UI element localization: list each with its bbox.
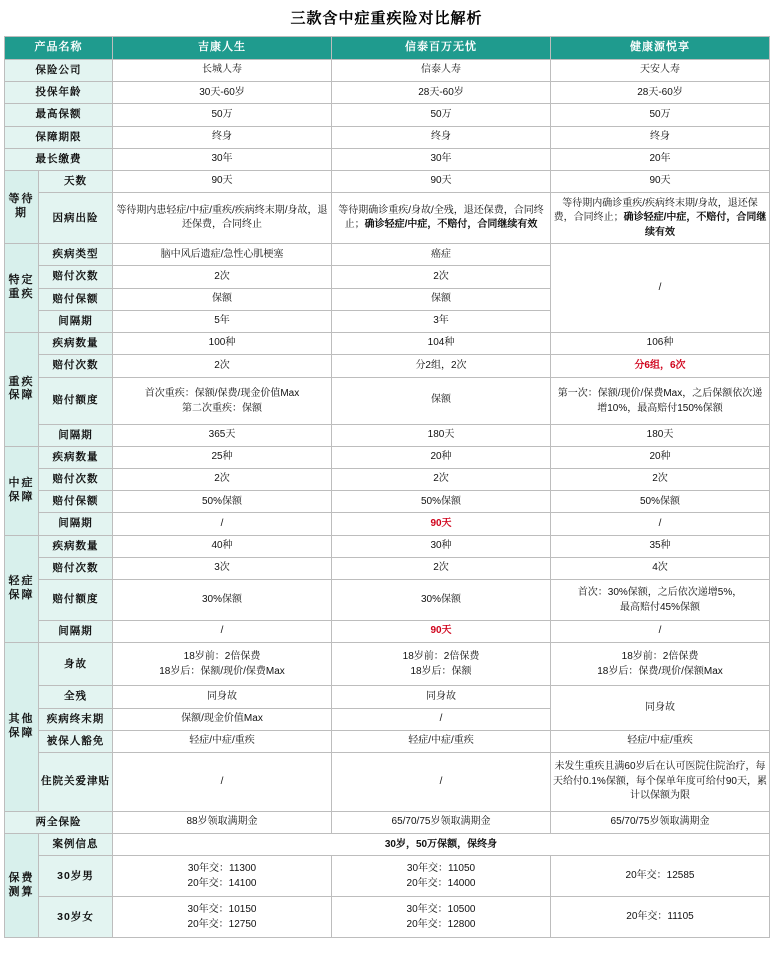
cell-p1: 终身 bbox=[113, 126, 332, 148]
cell-p1: / bbox=[113, 621, 332, 643]
cell-p3: 20种 bbox=[551, 446, 770, 468]
group-label-premium-estimate bbox=[5, 834, 39, 938]
table-row bbox=[5, 897, 770, 938]
row-label: 两全保险 bbox=[5, 811, 113, 833]
cell-p3: 20年交：11105 bbox=[551, 897, 770, 938]
comparison-table bbox=[4, 36, 770, 938]
cell-p3: 180天 bbox=[551, 424, 770, 446]
cell-p2: 2次 bbox=[332, 266, 551, 288]
cell-p1: 90天 bbox=[113, 171, 332, 193]
group-label-text: 重疾保障 bbox=[8, 375, 35, 402]
table-row bbox=[5, 171, 770, 193]
header-product-3: 健康源悦享 bbox=[551, 37, 770, 60]
cell-p2: 65/70/75岁领取满期金 bbox=[332, 811, 551, 833]
cell-p2: 等待期确诊重疾/身故/全残，退还保费，合同终止；确诊轻症/中症，不赔付，合同继续有效 bbox=[332, 193, 551, 244]
table-row bbox=[5, 126, 770, 148]
table-row bbox=[5, 377, 770, 424]
row-label: 赔付额度 bbox=[39, 377, 113, 424]
table-row bbox=[5, 686, 770, 708]
cell-p1: 等待期内患轻症/中症/重疾/疾病终末期/身故，退还保费，合同终止 bbox=[113, 193, 332, 244]
cell-p2: 同身故 bbox=[332, 686, 551, 708]
cell-p2: 28天-60岁 bbox=[332, 82, 551, 104]
table-row bbox=[5, 834, 770, 856]
cell-p3: 20年交：12585 bbox=[551, 856, 770, 897]
group-label-waiting-period: 等待期 bbox=[5, 171, 39, 244]
table-row bbox=[5, 469, 770, 491]
cell-p2: 3年 bbox=[332, 310, 551, 332]
cell-p3: / bbox=[551, 244, 770, 333]
row-label: 赔付次数 bbox=[39, 557, 113, 579]
cell-p1: 2次 bbox=[113, 469, 332, 491]
table-row bbox=[5, 104, 770, 126]
cell-p2: 50万 bbox=[332, 104, 551, 126]
row-label: 赔付额度 bbox=[39, 580, 113, 621]
cell-p2: 90天 bbox=[332, 513, 551, 535]
cell-p2: 轻症/中症/重疾 bbox=[332, 730, 551, 752]
cell-p3: 分6组，6次 bbox=[551, 355, 770, 377]
row-label: 保障期限 bbox=[5, 126, 113, 148]
table-row bbox=[5, 82, 770, 104]
cell-p3: 28天-60岁 bbox=[551, 82, 770, 104]
cell-p1: 30%保额 bbox=[113, 580, 332, 621]
cell-p2: 分2组，2次 bbox=[332, 355, 551, 377]
table-row bbox=[5, 193, 770, 244]
row-label: 全残 bbox=[39, 686, 113, 708]
group-label-minor-illness-coverage bbox=[5, 535, 39, 643]
cell-p1: 18岁前：2倍保费 18岁后：保额/现价/保费Max bbox=[113, 643, 332, 686]
table-row bbox=[5, 856, 770, 897]
table-row bbox=[5, 621, 770, 643]
cell-p1: 50%保额 bbox=[113, 491, 332, 513]
row-label: 疾病数量 bbox=[39, 535, 113, 557]
cell-p1: 5年 bbox=[113, 310, 332, 332]
group-label-moderate-illness-coverage bbox=[5, 446, 39, 535]
table-row bbox=[5, 752, 770, 811]
cell-p1: 首次重疾：保额/保费/现金价值Max 第二次重疾：保额 bbox=[113, 377, 332, 424]
row-label: 间隔期 bbox=[39, 513, 113, 535]
table-row bbox=[5, 811, 770, 833]
cell-p3: 等待期内确诊重疾/疾病终末期/身故，退还保费，合同终止；确诊轻症/中症，不赔付，合同继续有效 bbox=[551, 193, 770, 244]
cell-p2: 信泰人寿 bbox=[332, 59, 551, 81]
cell-p1: 25种 bbox=[113, 446, 332, 468]
cell-p2: 18岁前：2倍保费 18岁后：保额 bbox=[332, 643, 551, 686]
cell-p2: 保额 bbox=[332, 377, 551, 424]
cell-p2: / bbox=[332, 752, 551, 811]
cell-p2: 30年 bbox=[332, 148, 551, 170]
row-label: 疾病数量 bbox=[39, 446, 113, 468]
cell-p3: 第一次：保额/现价/保费Max，之后保额依次递增10%，最高赔付150%保额 bbox=[551, 377, 770, 424]
cell-p2: 终身 bbox=[332, 126, 551, 148]
cell-p1: 轻症/中症/重疾 bbox=[113, 730, 332, 752]
cell-p2: 90天 bbox=[332, 171, 551, 193]
row-label: 因病出险 bbox=[39, 193, 113, 244]
cell-p1: 88岁领取满期金 bbox=[113, 811, 332, 833]
row-label: 赔付保额 bbox=[39, 288, 113, 310]
group-label-text: 轻症保障 bbox=[8, 575, 35, 601]
table-row bbox=[5, 557, 770, 579]
cell-p3: 65/70/75岁领取满期金 bbox=[551, 811, 770, 833]
table-row bbox=[5, 580, 770, 621]
group-label-text: 特定重疾 bbox=[8, 274, 35, 301]
cell-p1: 长城人寿 bbox=[113, 59, 332, 81]
table-row bbox=[5, 244, 770, 266]
cell-p2: 104种 bbox=[332, 333, 551, 355]
row-label-text: 住院关爱津贴 bbox=[41, 775, 110, 788]
header-row-label: 产品名称 bbox=[5, 37, 113, 60]
row-label: 最长缴费 bbox=[5, 148, 113, 170]
cell-p1: 2次 bbox=[113, 266, 332, 288]
cell-p1: 100种 bbox=[113, 333, 332, 355]
cell-p3: / bbox=[551, 621, 770, 643]
row-label: 间隔期 bbox=[39, 621, 113, 643]
cell-p2: 30年交：11050 20年交：14000 bbox=[332, 856, 551, 897]
table-row bbox=[5, 424, 770, 446]
cell-p3: 4次 bbox=[551, 557, 770, 579]
cell-p3: 18岁前：2倍保费 18岁后：保费/现价/保额Max bbox=[551, 643, 770, 686]
cell-p3: 90天 bbox=[551, 171, 770, 193]
cell-p3: 50%保额 bbox=[551, 491, 770, 513]
cell-p1: 同身故 bbox=[113, 686, 332, 708]
group-label-critical-illness-coverage bbox=[5, 333, 39, 447]
cell-p1: 2次 bbox=[113, 355, 332, 377]
cell-p3: 未发生重疾且满60岁后在认可医院住院治疗，每天给付0.1%保额，每个保单年度可给付90天，累计以保额为限 bbox=[551, 752, 770, 811]
table-row bbox=[5, 59, 770, 81]
cell-p2: 2次 bbox=[332, 469, 551, 491]
group-label-text: 保费测算 bbox=[8, 872, 35, 898]
row-label: 疾病类型 bbox=[39, 244, 113, 266]
header-product-2: 信泰百万无忧 bbox=[332, 37, 551, 60]
cell-p3: / bbox=[551, 513, 770, 535]
row-label: 保险公司 bbox=[5, 59, 113, 81]
cell-p3: 50万 bbox=[551, 104, 770, 126]
row-label: 间隔期 bbox=[39, 310, 113, 332]
table-row bbox=[5, 148, 770, 170]
cell-p3: 35种 bbox=[551, 535, 770, 557]
cell-p1: 365天 bbox=[113, 424, 332, 446]
row-label: 疾病数量 bbox=[39, 333, 113, 355]
cell-p1: 30天-60岁 bbox=[113, 82, 332, 104]
row-label: 赔付次数 bbox=[39, 469, 113, 491]
cell-p1: 30年交：11300 20年交：14100 bbox=[113, 856, 332, 897]
row-label bbox=[39, 752, 113, 811]
cell-p1: 30年交：10150 20年交：12750 bbox=[113, 897, 332, 938]
cell-p3: 同身故 bbox=[551, 686, 770, 730]
cell-p2: 30%保额 bbox=[332, 580, 551, 621]
cell-p3: 20年 bbox=[551, 148, 770, 170]
cell-p1: / bbox=[113, 752, 332, 811]
cell-p3: 终身 bbox=[551, 126, 770, 148]
row-label: 赔付次数 bbox=[39, 355, 113, 377]
row-label: 间隔期 bbox=[39, 424, 113, 446]
table-row bbox=[5, 513, 770, 535]
cell-p1: 50万 bbox=[113, 104, 332, 126]
cell-p1: 40种 bbox=[113, 535, 332, 557]
table-row bbox=[5, 535, 770, 557]
group-label-text: 中症保障 bbox=[8, 476, 35, 503]
row-label: 30岁女 bbox=[39, 897, 113, 938]
row-label: 案例信息 bbox=[39, 834, 113, 856]
cell-case-info: 30岁，50万保额，保终身 bbox=[113, 834, 770, 856]
row-label: 投保年龄 bbox=[5, 82, 113, 104]
cell-p1: 脑中风后遗症/急性心肌梗塞 bbox=[113, 244, 332, 266]
cell-p1: 保额/现金价值Max bbox=[113, 708, 332, 730]
cell-p1: 30年 bbox=[113, 148, 332, 170]
table-row bbox=[5, 730, 770, 752]
row-label: 天数 bbox=[39, 171, 113, 193]
cell-p1: / bbox=[113, 513, 332, 535]
cell-p1: 3次 bbox=[113, 557, 332, 579]
cell-p2: 180天 bbox=[332, 424, 551, 446]
header-product-1: 吉康人生 bbox=[113, 37, 332, 60]
cell-p3: 首次：30%保额，之后依次递增5%， 最高赔付45%保额 bbox=[551, 580, 770, 621]
group-label-other-coverage bbox=[5, 643, 39, 812]
row-label: 赔付保额 bbox=[39, 491, 113, 513]
table-row bbox=[5, 491, 770, 513]
cell-p2: 2次 bbox=[332, 557, 551, 579]
cell-p1: 保额 bbox=[113, 288, 332, 310]
cell-p2: 50%保额 bbox=[332, 491, 551, 513]
group-label-specific-critical-illness bbox=[5, 244, 39, 333]
cell-p2: 保额 bbox=[332, 288, 551, 310]
cell-p3: 106种 bbox=[551, 333, 770, 355]
cell-p3: 天安人寿 bbox=[551, 59, 770, 81]
row-label: 被保人豁免 bbox=[39, 730, 113, 752]
cell-p2: 30年交：10500 20年交：12800 bbox=[332, 897, 551, 938]
table-row bbox=[5, 355, 770, 377]
cell-p2: 30种 bbox=[332, 535, 551, 557]
table-row bbox=[5, 643, 770, 686]
row-label: 疾病终末期 bbox=[39, 708, 113, 730]
table-row bbox=[5, 333, 770, 355]
row-label: 赔付次数 bbox=[39, 266, 113, 288]
row-label: 30岁男 bbox=[39, 856, 113, 897]
row-label: 身故 bbox=[39, 643, 113, 686]
group-label-text: 其他保障 bbox=[8, 713, 35, 740]
table-row bbox=[5, 446, 770, 468]
cell-p2: 癌症 bbox=[332, 244, 551, 266]
table-header-row bbox=[5, 37, 770, 60]
cell-p2: 20种 bbox=[332, 446, 551, 468]
cell-p3: 轻症/中症/重疾 bbox=[551, 730, 770, 752]
cell-p2: 90天 bbox=[332, 621, 551, 643]
cell-p3: 2次 bbox=[551, 469, 770, 491]
page-title: 三款含中症重疾险对比解析 bbox=[290, 10, 483, 27]
cell-p2: / bbox=[332, 708, 551, 730]
row-label: 最高保额 bbox=[5, 104, 113, 126]
